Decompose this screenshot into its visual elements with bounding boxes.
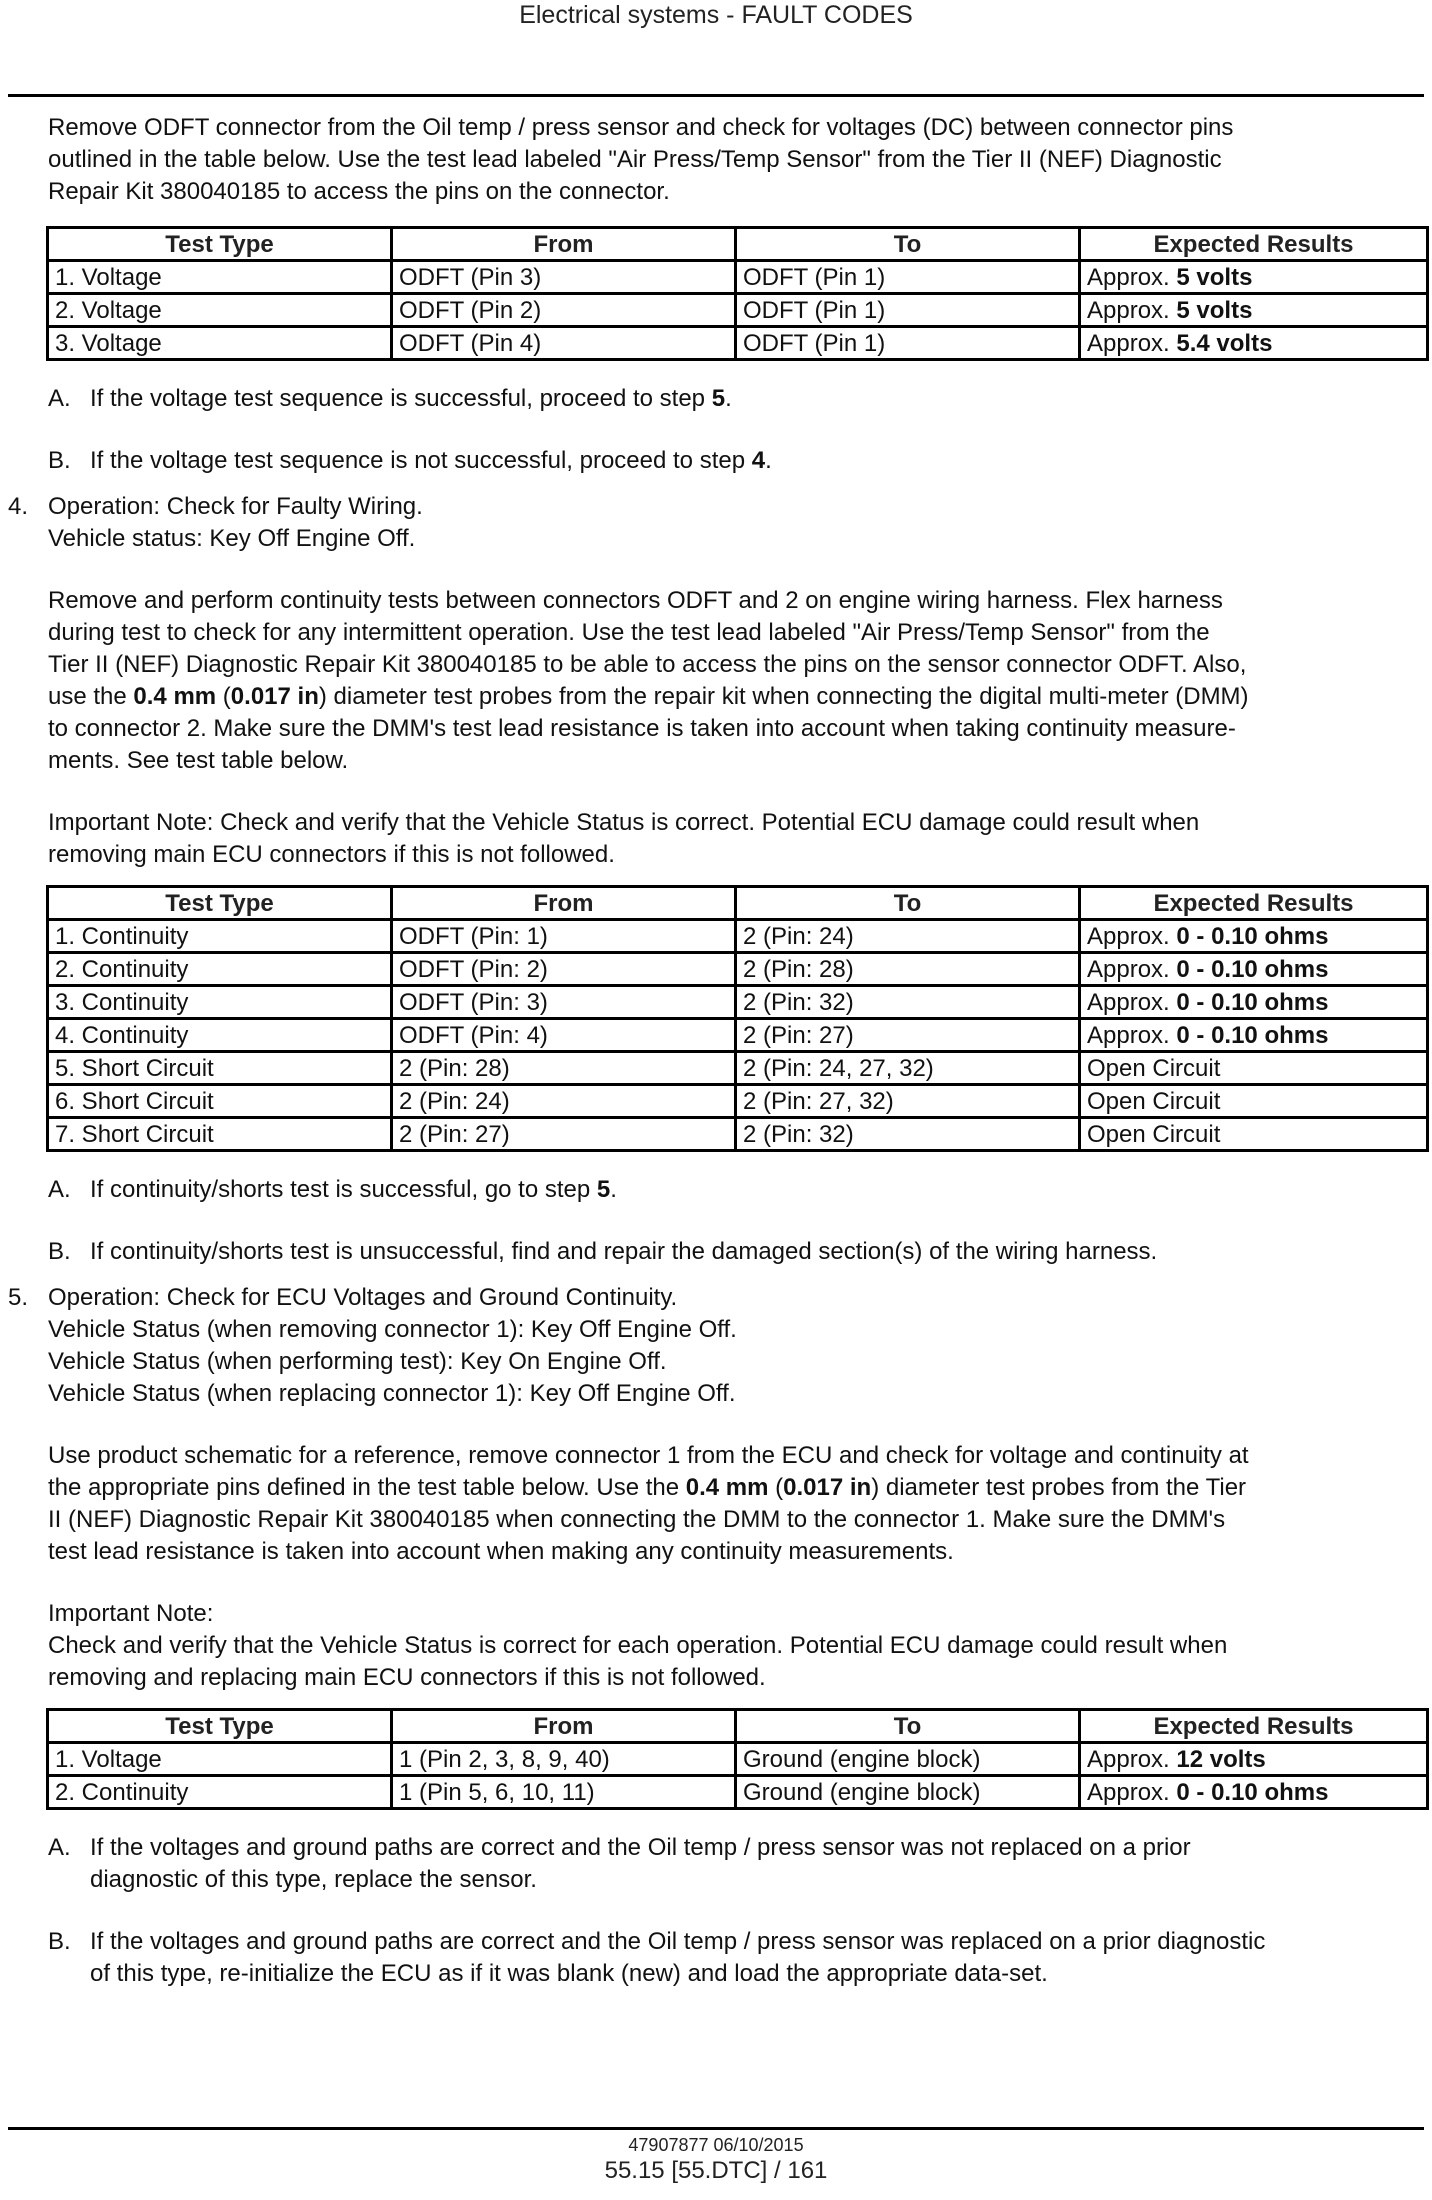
column-header-from: From (392, 887, 736, 920)
step-reference: 4 (751, 447, 766, 474)
intro-line: outlined in the table below. Use the test lead labeled "Air Press/Temp Sensor" from the Tier II (NEF) Diagnostic (48, 146, 1222, 173)
cell-from: 2 (Pin: 24) (392, 1085, 736, 1118)
cell-from: 2 (Pin: 27) (392, 1118, 736, 1151)
cell-test-type: 4. Continuity (48, 1019, 392, 1052)
expected-prefix: Approx. (1087, 1778, 1170, 1806)
cell-to: Ground (engine block) (736, 1776, 1080, 1809)
cell-to: 2 (Pin: 28) (736, 953, 1080, 986)
page-reference: 55.15 [55.DTC] / 161 (604, 2157, 828, 2184)
cell-expected (1080, 1776, 1428, 1809)
cell-from: 2 (Pin: 28) (392, 1052, 736, 1085)
cell-test-type: 1. Voltage (48, 1743, 392, 1776)
column-header-to: To (736, 887, 1080, 920)
cell-test-type: 1. Continuity (48, 920, 392, 953)
probe-size-in: 0.017 in (783, 1474, 872, 1501)
column-header-from: From (392, 1710, 736, 1743)
column-header-expected: Expected Results (1080, 1710, 1428, 1743)
cell-from: ODFT (Pin 4) (392, 327, 736, 360)
cell-expected: Open Circuit (1080, 1085, 1428, 1118)
cell-from: 1 (Pin 2, 3, 8, 9, 40) (392, 1743, 736, 1776)
important-note (48, 807, 1424, 871)
cell-to: 2 (Pin: 27) (736, 1019, 1080, 1052)
column-header-test-type: Test Type (48, 887, 392, 920)
expected-value: 0 - 0.10 ohms (1176, 955, 1329, 983)
result-option-b (48, 1926, 1424, 1990)
footer-divider (8, 2127, 1424, 2130)
cell-from: ODFT (Pin 3) (392, 261, 736, 294)
table-row (48, 261, 1428, 294)
cell-expected (1080, 986, 1428, 1019)
cell-test-type: 5. Short Circuit (48, 1052, 392, 1085)
result-option-b: B. If the voltage test sequence is not successful, proceed to step 4. (48, 445, 1424, 477)
expected-prefix: Approx. (1087, 922, 1170, 950)
expected-prefix: Approx. (1087, 329, 1170, 357)
option-text: If the voltage test sequence is not successful, proceed to step (90, 447, 746, 474)
column-header-from: From (392, 228, 736, 261)
step-operation: Operation: Check for ECU Voltages and Ground Continuity. (48, 1284, 678, 1311)
step-4-paragraph (48, 585, 1424, 777)
expected-value: 0 - 0.10 ohms (1176, 988, 1329, 1016)
cell-test-type: 1. Voltage (48, 261, 392, 294)
paragraph-line: II (NEF) Diagnostic Repair Kit 380040185 when connecting the DMM to the connector 1. Make sure the DMM's (48, 1506, 1226, 1533)
column-header-expected: Expected Results (1080, 228, 1428, 261)
expected-prefix: Approx. (1087, 1021, 1170, 1049)
note-line: Check and verify that the Vehicle Status is correct for each operation. Potential ECU damage could result when (48, 1632, 1228, 1659)
step-operation: Operation: Check for Faulty Wiring. (48, 493, 423, 520)
option-label: B. (48, 447, 71, 474)
text-run: ( (222, 683, 231, 710)
expected-prefix: Approx. (1087, 296, 1170, 324)
cell-expected (1080, 294, 1428, 327)
option-text: If the voltages and ground paths are correct and the Oil temp / press sensor was replaced on a prior diagnostic (90, 1928, 1266, 1955)
paragraph-line: during test to check for any intermittent operation. Use the test lead labeled "Air Press/Temp Sensor" from the (48, 619, 1210, 646)
step-4 (8, 491, 1424, 555)
cell-test-type: 6. Short Circuit (48, 1085, 392, 1118)
paragraph-line: test lead resistance is taken into account when making any continuity measurements. (48, 1538, 954, 1565)
cell-to: ODFT (Pin 1) (736, 327, 1080, 360)
voltage-test-table (46, 226, 1429, 361)
result-option-b (48, 1236, 1424, 1268)
page-header-title: Electrical systems - FAULT CODES (519, 1, 913, 29)
note-line: Important Note: Check and verify that the Vehicle Status is correct. Potential ECU damage could result when (48, 809, 1200, 836)
text-run: ) diameter test probes from the Tier (871, 1474, 1247, 1501)
option-text: If the voltages and ground paths are correct and the Oil temp / press sensor was not replaced on a prior (90, 1834, 1191, 1861)
cell-from: ODFT (Pin: 3) (392, 986, 736, 1019)
column-header-to: To (736, 1710, 1080, 1743)
option-text: If continuity/shorts test is unsuccessful, find and repair the damaged section(s) of the wiring harness. (90, 1238, 1158, 1265)
expected-value: 12 volts (1176, 1745, 1266, 1773)
expected-value: 0 - 0.10 ohms (1176, 1778, 1329, 1806)
cell-test-type: 3. Voltage (48, 327, 392, 360)
probe-size-mm: 0.4 mm (685, 1474, 769, 1501)
page-content (0, 112, 1432, 1990)
step-reference: 5 (596, 1176, 611, 1203)
column-header-to: To (736, 228, 1080, 261)
probe-size-mm: 0.4 mm (133, 683, 217, 710)
page-footer (0, 2134, 1432, 2186)
option-label: A. (48, 385, 71, 412)
option-label: A. (48, 1834, 71, 1861)
paragraph-line (48, 681, 1424, 713)
option-text: diagnostic of this type, replace the sensor. (90, 1866, 537, 1893)
expected-value: 5 volts (1176, 296, 1253, 324)
cell-expected (1080, 1019, 1428, 1052)
cell-to: Ground (engine block) (736, 1743, 1080, 1776)
cell-from: 1 (Pin 5, 6, 10, 11) (392, 1776, 736, 1809)
option-label: B. (48, 1238, 71, 1265)
result-option-a (48, 1832, 1424, 1896)
cell-expected: Open Circuit (1080, 1052, 1428, 1085)
intro-line: Repair Kit 380040185 to access the pins on the connector. (48, 178, 670, 205)
cell-test-type: 2. Voltage (48, 294, 392, 327)
expected-prefix: Approx. (1087, 1745, 1170, 1773)
cell-expected (1080, 920, 1428, 953)
cell-from: ODFT (Pin 2) (392, 294, 736, 327)
result-option-a: A. If the voltage test sequence is successful, proceed to step 5. (48, 383, 1424, 415)
paragraph-line: Use product schematic for a reference, remove connector 1 from the ECU and check for voltage and continuity at (48, 1442, 1249, 1469)
option-text: If continuity/shorts test is successful, go to step (90, 1176, 591, 1203)
option-text: of this type, re-initialize the ECU as if it was blank (new) and load the appropriate data-set. (90, 1960, 1048, 1987)
text-run: the appropriate pins defined in the test table below. Use the (48, 1474, 680, 1501)
table-row (48, 920, 1428, 953)
table-row (48, 953, 1428, 986)
cell-expected (1080, 261, 1428, 294)
column-header-test-type: Test Type (48, 1710, 392, 1743)
expected-value: 5 volts (1176, 263, 1253, 291)
cell-from: ODFT (Pin: 4) (392, 1019, 736, 1052)
paragraph-line: Tier II (NEF) Diagnostic Repair Kit 380040185 to be able to access the pins on the sensor connector ODFT. Also, (48, 651, 1247, 678)
table-header-row (48, 228, 1428, 261)
cell-from: ODFT (Pin: 2) (392, 953, 736, 986)
cell-expected (1080, 327, 1428, 360)
cell-to: 2 (Pin: 24) (736, 920, 1080, 953)
step-5-paragraph (48, 1440, 1424, 1568)
option-label: B. (48, 1928, 71, 1955)
expected-prefix: Approx. (1087, 988, 1170, 1016)
expected-prefix: Approx. (1087, 263, 1170, 291)
column-header-expected: Expected Results (1080, 887, 1428, 920)
cell-test-type: 7. Short Circuit (48, 1118, 392, 1151)
step-vehicle-status: Vehicle Status (when removing connector 1): Key Off Engine Off. (48, 1316, 737, 1343)
cell-to: ODFT (Pin 1) (736, 261, 1080, 294)
text-run: ) diameter test probes from the repair kit when connecting the digital multi-meter (DMM) (318, 683, 1249, 710)
cell-to: 2 (Pin: 32) (736, 1118, 1080, 1151)
step-reference: 5 (711, 385, 726, 412)
note-line: Important Note: (48, 1600, 214, 1627)
option-text: If the voltage test sequence is successful, proceed to step (90, 385, 706, 412)
table-header-row (48, 1710, 1428, 1743)
continuity-test-table (46, 885, 1429, 1152)
table-row (48, 294, 1428, 327)
cell-to: 2 (Pin: 24, 27, 32) (736, 1052, 1080, 1085)
expected-value: 0 - 0.10 ohms (1176, 1021, 1329, 1049)
cell-expected (1080, 953, 1428, 986)
table-header-row (48, 887, 1428, 920)
table-row (48, 986, 1428, 1019)
paragraph-line: ments. See test table below. (48, 747, 349, 774)
document-id: 47907877 06/10/2015 (628, 2135, 804, 2155)
header-divider (8, 94, 1424, 97)
important-note (48, 1598, 1424, 1694)
table-row (48, 327, 1428, 360)
cell-test-type: 2. Continuity (48, 953, 392, 986)
paragraph-line: to connector 2. Make sure the DMM's test lead resistance is taken into account when taking continuity measure- (48, 715, 1236, 742)
cell-from: ODFT (Pin: 1) (392, 920, 736, 953)
column-header-test-type: Test Type (48, 228, 392, 261)
paragraph-line (48, 1472, 1424, 1504)
cell-test-type: 3. Continuity (48, 986, 392, 1019)
text-run: ( (775, 1474, 784, 1501)
step-vehicle-status: Vehicle Status (when replacing connector 1): Key Off Engine Off. (48, 1380, 736, 1407)
probe-size-in: 0.017 in (230, 683, 319, 710)
note-line: removing main ECU connectors if this is not followed. (48, 841, 615, 868)
ecu-test-table (46, 1708, 1429, 1810)
step-vehicle-status: Vehicle Status (when performing test): Key On Engine Off. (48, 1348, 667, 1375)
expected-value: 0 - 0.10 ohms (1176, 922, 1329, 950)
text-run: use the (48, 683, 127, 710)
table-row (48, 1052, 1428, 1085)
step-number: 4. (8, 493, 29, 520)
table-row (48, 1776, 1428, 1809)
intro-line: Remove ODFT connector from the Oil temp / press sensor and check for voltages (DC) between connector pins (48, 114, 1234, 141)
note-line: removing and replacing main ECU connectors if this is not followed. (48, 1664, 766, 1691)
expected-prefix: Approx. (1087, 955, 1170, 983)
cell-to: ODFT (Pin 1) (736, 294, 1080, 327)
table-row (48, 1085, 1428, 1118)
cell-to: 2 (Pin: 27, 32) (736, 1085, 1080, 1118)
cell-to: 2 (Pin: 32) (736, 986, 1080, 1019)
paragraph-line: Remove and perform continuity tests between connectors ODFT and 2 on engine wiring harness. Flex harness (48, 587, 1223, 614)
cell-test-type: 2. Continuity (48, 1776, 392, 1809)
step-number: 5. (8, 1284, 29, 1311)
option-label: A. (48, 1176, 71, 1203)
step-vehicle-status: Vehicle status: Key Off Engine Off. (48, 525, 416, 552)
cell-expected (1080, 1743, 1428, 1776)
table-row (48, 1118, 1428, 1151)
result-option-a: A. If continuity/shorts test is successful, go to step 5. (48, 1174, 1424, 1206)
cell-expected: Open Circuit (1080, 1118, 1428, 1151)
step-5 (8, 1282, 1424, 1410)
expected-value: 5.4 volts (1176, 329, 1273, 357)
intro-paragraph (48, 112, 1424, 208)
table-row (48, 1743, 1428, 1776)
table-row (48, 1019, 1428, 1052)
